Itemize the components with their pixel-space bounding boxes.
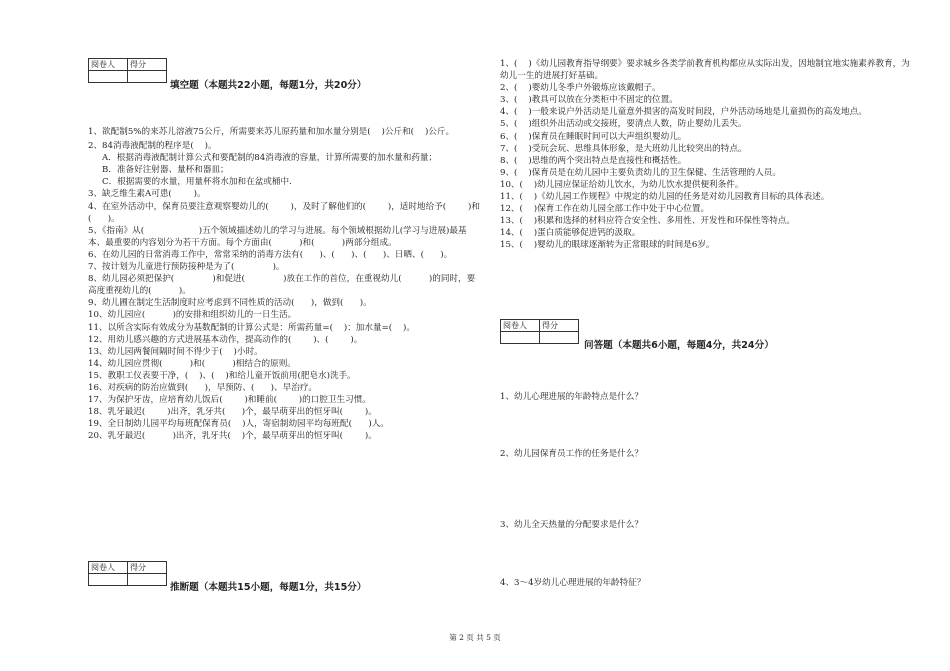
fill-line: 4、在室外活动中，保育员要注意观察婴幼儿的( )，及时了解他们的( )，适时地给予( )和( )。 [88,201,480,224]
fill-questions [88,126,483,442]
score-label: 得分 [128,562,167,574]
judge-line: 5、( )组织外出活动或交接班，要清点人数，防止婴幼儿丢失。 [500,119,747,130]
judge-line: 14、( )蛋白质能够促进钙的汲取。 [500,228,641,239]
score-label: 得分 [128,59,167,71]
grader-cell [89,574,128,586]
section-title-qa: 问答题（本题共6小题，每题4分，共24分） [584,340,774,351]
judge-line: 3、( )教具可以放在分类柜中不固定的位置。 [500,95,678,106]
score-table-qa [500,319,579,344]
judge-line: 9、( )保育员是在幼儿园中主要负责幼儿的卫生保健、生活管理的人员。 [500,167,781,178]
judge-line: 11、( )《幼儿园工作规程》中规定的幼儿园的任务是对幼儿园教育目标的具体表述。 [500,192,830,203]
score-cell [128,574,167,586]
grader-label: 阅卷人 [89,562,128,574]
fill-line: C．根据需要的水量，用量杯将水加和在盆或桶中. [102,177,292,188]
fill-line: 14、幼儿园应贯彻( )和( )相结合的原则。 [88,358,296,369]
judge-line: 7、( )受玩会玩、思维具体形象，是大班幼儿比较突出的特点。 [500,143,747,154]
judge-line: 6、( )保育员在睡眠时间可以大声组织婴幼儿。 [500,131,687,142]
fill-line: A．根据消毒液配制计算公式和要配制的84消毒液的容量，计算所需要的加水量和药量； [102,153,438,164]
judge-questions [500,58,910,252]
qa-question: 4、3～4岁幼儿心理进展的年龄特征？ [500,578,646,588]
page-footer: 第 2 页 共 5 页 [449,633,501,642]
judge-line: 13、( )积累和选择的材料应符合安全性、多用性、开发性和环保性等特点。 [500,216,795,227]
fill-line: 20、乳牙最迟( )出齐，乳牙共( )个，最早萌芽出的恒牙叫( )。 [88,431,377,442]
judge-line: 1、( )《幼儿园教育指导纲要》要求城乡各类学前教育机构都应从实际出发，因地制宜地实施素养教育，为幼儿一生的进展打好基础。 [500,59,910,82]
section-title-fill: 填空题（本题共22小题，每题1分，共20分） [170,80,367,91]
fill-line: 8、幼儿园必须把保护( )和促进( )放在工作的首位，在重视幼儿( )的同时，要高度重视幼儿的( )。 [88,274,476,297]
fill-line: 13、幼儿园两餐间隔时间不得少于( )小时。 [88,346,263,357]
grader-label: 阅卷人 [89,59,128,71]
fill-line: 19、全日制幼儿园平均每班配保育员( )人，寄宿制幼园平均每班配( )人。 [88,419,389,430]
score-cell [128,71,167,83]
grader-cell [89,71,128,83]
section-title-judge: 推断题（本题共15小题，每题1分，共15分） [170,582,367,593]
score-cell [540,332,579,344]
fill-line: 6、在幼儿园的日常消毒工作中，常常采纳的消毒方法有( )、( )、( )、日晒、( )。 [88,249,453,260]
fill-line: 2、84消毒液配制的程序是( )。 [88,141,217,152]
judge-line: 8、( )思维的两个突出特点是直接性和概括性。 [500,155,687,166]
fill-line: 12、用幼儿感兴趣的方式进展基本动作，提高动作的( )、( )。 [88,334,363,345]
judge-line: 15、( )婴幼儿的眼球逐渐转为正常眼球的时间是6岁。 [500,240,715,251]
judge-line: 2、( )婴幼儿冬季户外锻炼应该戴帽子。 [500,83,661,94]
judge-line: 12、( )保育工作在幼儿园全部工作中处于中心位置。 [500,204,710,215]
qa-question: 2、幼儿园保育员工作的任务是什么？ [500,449,643,459]
fill-line: 3、缺乏维生素A可患( )。 [88,189,206,200]
judge-line: 10、( )幼儿园应保证给幼儿饮水，为幼儿饮水提供便利条件。 [500,179,744,190]
fill-line: 1、欲配制5%的来苏儿溶液75公斤，所需要来苏儿原药量和加水量分别是( )公斤和( )公斤。 [88,127,455,137]
score-label: 得分 [540,320,579,332]
fill-line: 16、对疾病的防治应做到( )，早预防、( )、早治疗。 [88,382,318,393]
fill-line: 15、教职工仪表要干净，( )、( )和给儿童开饭前用(肥皂水)洗手。 [88,370,356,381]
fill-line: 11、以所含实际有效成分为基数配制的计算公式是：所需药量=( )：加水量=( )。 [88,322,416,333]
score-table-judge [88,561,167,586]
fill-line: 10、幼儿园应( )的安排和组织幼儿的一日生活。 [88,310,297,321]
fill-line: B．准备好注射器、量杯和器皿； [102,165,229,176]
grader-label: 阅卷人 [501,320,540,332]
qa-question: 1、幼儿心理进展的年龄特点是什么？ [500,392,643,402]
fill-line: 18、乳牙最迟( )出齐，乳牙共( )个，最早萌芽出的恒牙叫( )。 [88,407,377,418]
qa-question: 3、幼儿全天热量的分配要求是什么？ [500,520,643,530]
fill-line: 5、《指南》从( )五个领域描述幼儿的学习与进展。每个领域根据幼儿(学习与进展)最基本、最重要的内容划分为若干方面。每个方面由( )和( )两部分组成。 [88,225,467,248]
fill-line: 7、按计划为儿童进行预防接种是为了( )。 [88,262,285,273]
fill-line: 17、为保护牙齿，应培育幼儿饭后( )和睡前( )的口腔卫生习惯。 [88,395,371,406]
score-table-fill [88,58,167,83]
judge-line: 4、( )一般来说户外活动是儿童意外损害的高发时间段，户外活动场地是儿童损伤的高发地点。 [500,107,867,118]
grader-cell [501,332,540,344]
fill-line: 9、幼儿圃在制定生活制度时应考虑到不同性质的活动( )，做到( )。 [88,298,372,309]
